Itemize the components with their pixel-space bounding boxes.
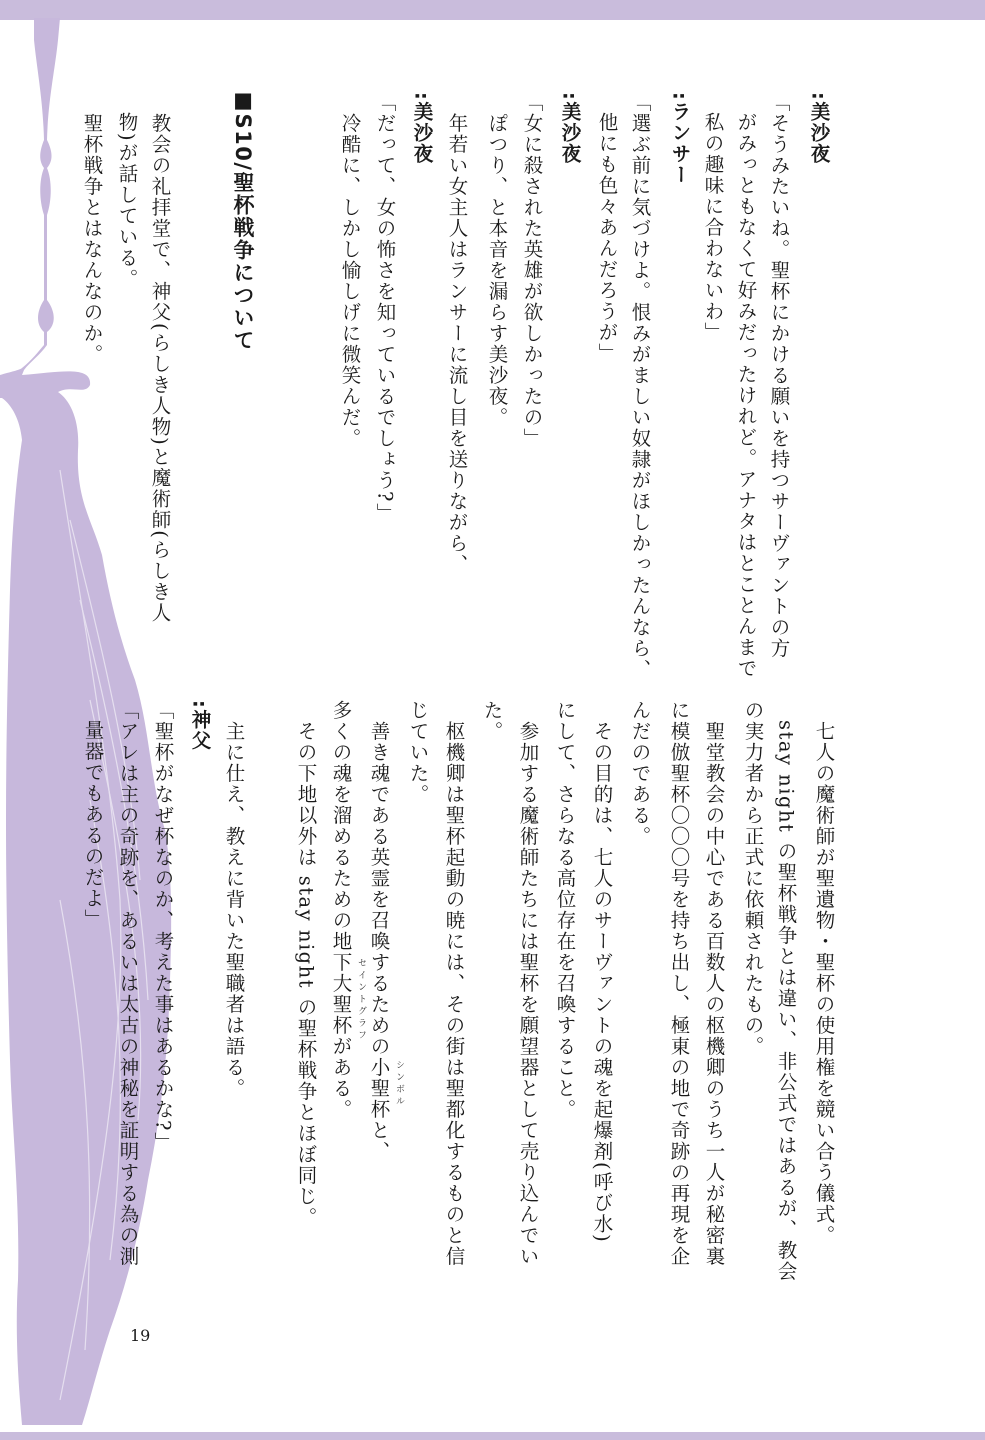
ruby-annotation: シンボル (394, 1060, 404, 1108)
narration-line: 教会の礼拝堂で、神父(らしき人物)と魔術師(らしき人 (148, 92, 172, 624)
speaker-label: :美沙夜 (558, 92, 582, 165)
narration-line: じていた。 (406, 700, 430, 805)
dialogue-line: 「聖杯がなぜ杯なのか、考えた事はあるかな?」 (151, 700, 175, 1153)
dialogue-line: 「そうみたいね。聖杯にかける願いを持つサーヴァントの方 (767, 92, 791, 659)
page-number: 19 (130, 1326, 151, 1345)
section-heading: ■S10/聖杯戦争について (231, 88, 255, 352)
narration-line: 年若い女主人はランサーに流し目を送りながら、 (445, 92, 469, 575)
dialogue-line: 私の趣味に合わないわ」 (701, 112, 725, 343)
bottom-accent-band (0, 1432, 985, 1440)
dialogue-line: 「だって、女の怖さを知っているでしょう?」 (373, 92, 397, 524)
narration-line: 聖杯戦争とはなんなのか。 (80, 92, 104, 365)
dialogue-line: がみっともなくて好みだったけれど。アナタはとことんまで (734, 112, 758, 679)
narration-line: ぽつり、と本音を漏らす美沙夜。 (485, 92, 509, 428)
narration-line: の実力者から正式に依頼されたもの。 (741, 700, 765, 1057)
ruby-annotation: セイントグラフ (356, 958, 366, 1042)
narration-line: た。 (480, 700, 504, 742)
speaker-label: :美沙夜 (410, 92, 434, 165)
narration-line: 参加する魔術師たちには聖杯を願望器として売り込んでい (516, 700, 540, 1267)
narration-line: その目的は、七人のサーヴァントの魂を起爆剤(呼び水) (590, 700, 614, 1244)
dialogue-line: 「アレは主の奇跡を、あるいは太古の神秘を証明する為の測 (116, 700, 140, 1267)
narration-line: 七人の魔術師が聖遺物・聖杯の使用権を競い合う儀式。 (812, 700, 836, 1246)
narration-line: にして、さらなる高位存在を召喚すること。 (553, 700, 577, 1120)
speaker-label: :美沙夜 (807, 92, 831, 165)
narration-line: 物)が話している。 (115, 112, 139, 290)
narration-line: 主に仕え、教えに背いた聖職者は語る。 (222, 700, 246, 1099)
narration-line: stay night の聖杯戦争とは違い、非公式ではあるが、教会 (774, 720, 798, 1283)
narration-line: 善き魂である英霊を召喚するための小聖杯と、 (367, 700, 391, 1162)
dialogue-line: 「女に殺された英雄が欲しかったの」 (520, 92, 544, 449)
narration-line: んだのである。 (628, 700, 652, 847)
dialogue-line: 「選ぶ前に気づけよ。恨みがましい奴隷がほしかったんなら、 (628, 92, 652, 680)
narration-line: 聖堂教会の中心である百数人の枢機卿のうち一人が秘密裏 (702, 700, 726, 1267)
dialogue-line: 量器でもあるのだよ」 (81, 720, 105, 930)
narration-line: その下地以外は stay night の聖杯戦争とほぼ同じ。 (294, 700, 318, 1228)
narration-line: 多くの魂を溜めるための地下大聖杯がある。 (329, 700, 353, 1120)
narration-line: 枢機卿は聖杯起動の暁には、その街は聖都化するものと信 (442, 700, 466, 1267)
speaker-label: :神父 (188, 700, 212, 752)
narration-line: に模倣聖杯〇〇〇号を持ち出し、極東の地で奇跡の再現を企 (667, 700, 691, 1267)
narration-line: 冷酷に、しかし愉しげに微笑んだ。 (338, 92, 362, 449)
dialogue-line: 他にも色々あんだろうが」 (595, 112, 619, 364)
speaker-label: :ランサー (668, 92, 692, 186)
